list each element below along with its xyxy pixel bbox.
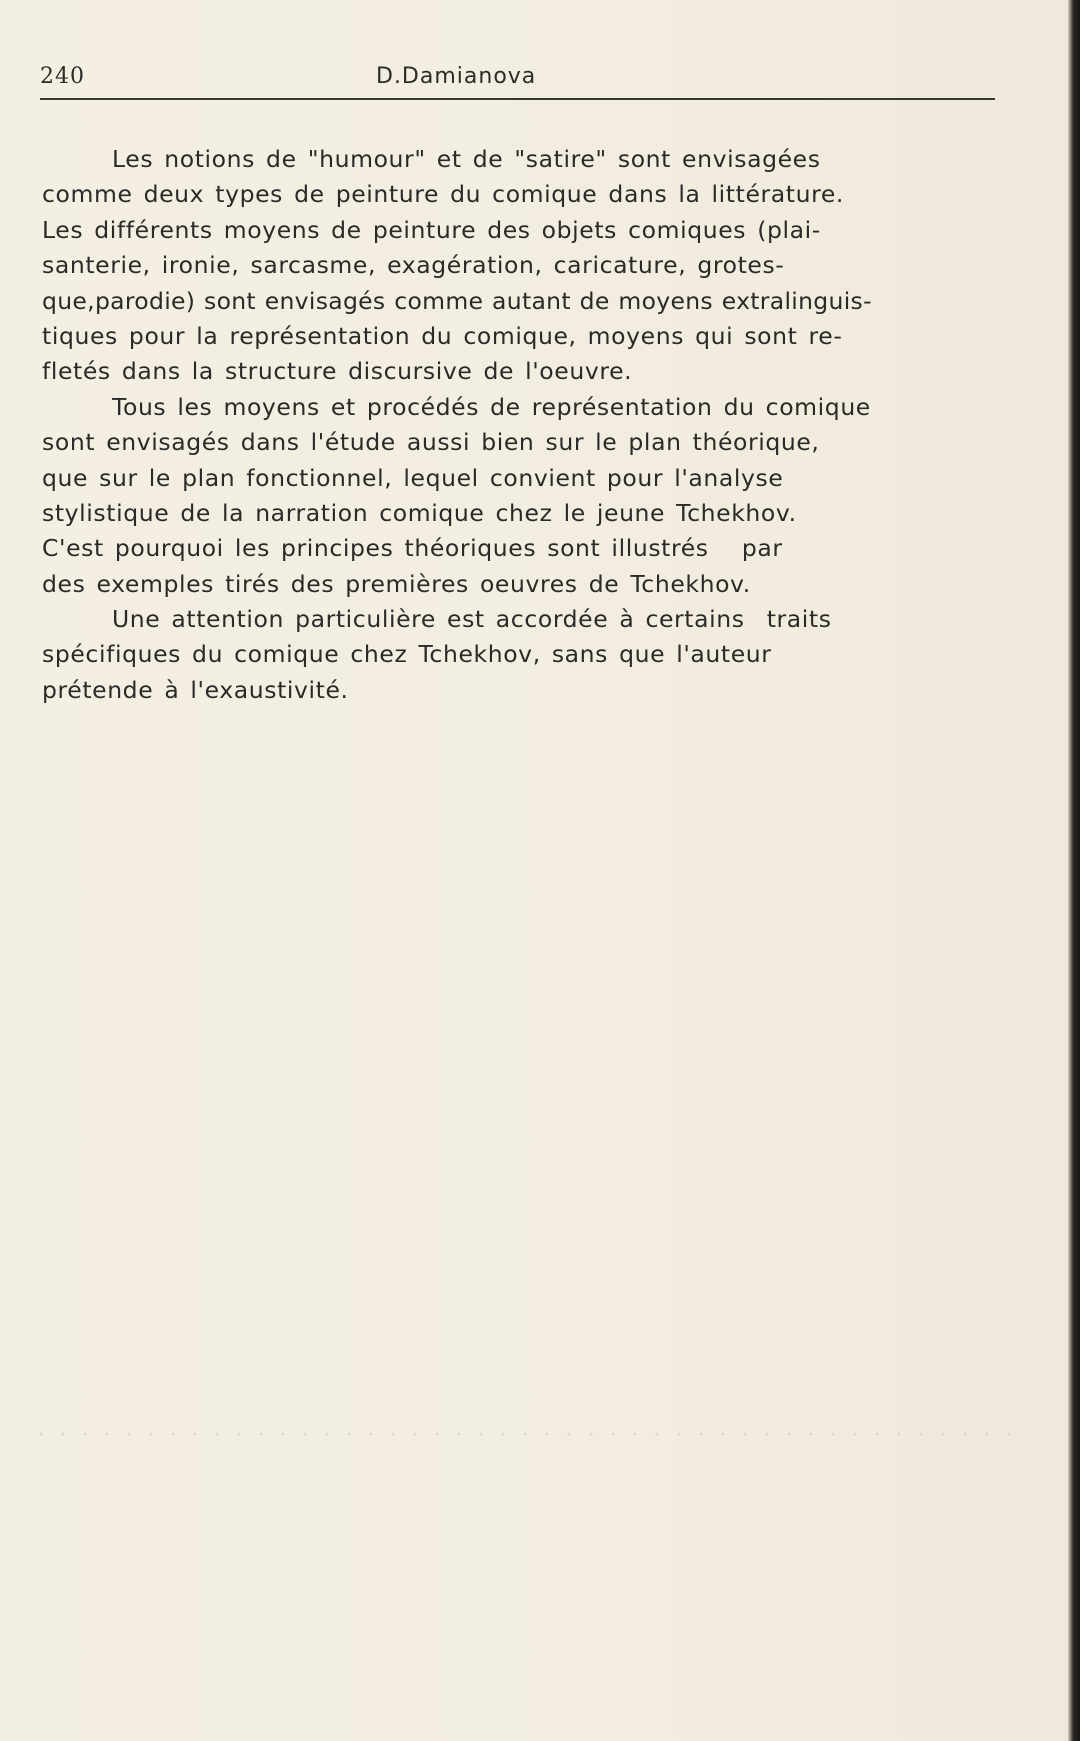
text-line: fletés dans la structure discursive de l'oeuvre. [42, 357, 633, 386]
running-head-author: D.Damianova [376, 64, 537, 89]
text-line: Les différents moyens de peinture des objets comiques (plai- [42, 215, 821, 244]
text-line: que,parodie) sont envisagés comme autant de moyens extralinguis- [42, 286, 872, 315]
text-line: Les notions de "humour" et de "satire" sont envisagées [112, 145, 821, 173]
text-line: prétende à l'exaustivité. [42, 675, 349, 704]
page-header [40, 64, 995, 100]
book-spine-edge [1068, 0, 1080, 1741]
text-line: stylistique de la narration comique chez le jeune Tchekhov. [42, 498, 797, 527]
paragraph-2 [42, 390, 982, 602]
text-line: Tous les moyens et procédés de représentation du comique [112, 392, 871, 421]
text-line: santerie, ironie, sarcasme, exagération, caricature, grotes- [42, 251, 785, 280]
text-line: C'est pourquoi les principes théoriques sont illustrés par [42, 534, 783, 563]
page-number: 240 [40, 64, 85, 89]
text-line: sont envisagés dans l'étude aussi bien sur le plan théorique, [42, 428, 820, 457]
bleed-through-dots [30, 1432, 1020, 1436]
text-line: que sur le plan fonctionnel, lequel convient pour l'analyse [42, 463, 784, 492]
text-line: spécifiques du comique chez Tchekhov, sans que l'auteur [42, 640, 772, 669]
paragraph-3 [42, 602, 982, 708]
text-line: tiques pour la représentation du comique, moyens qui sont re- [42, 321, 843, 350]
text-line: Une attention particulière est accordée à certains traits [112, 605, 832, 634]
paragraph-1 [42, 142, 982, 390]
text-line: comme deux types de peinture du comique dans la littérature. [42, 180, 844, 209]
summary-text [42, 142, 982, 708]
text-line: des exemples tirés des premières oeuvres de Tchekhov. [42, 569, 751, 598]
